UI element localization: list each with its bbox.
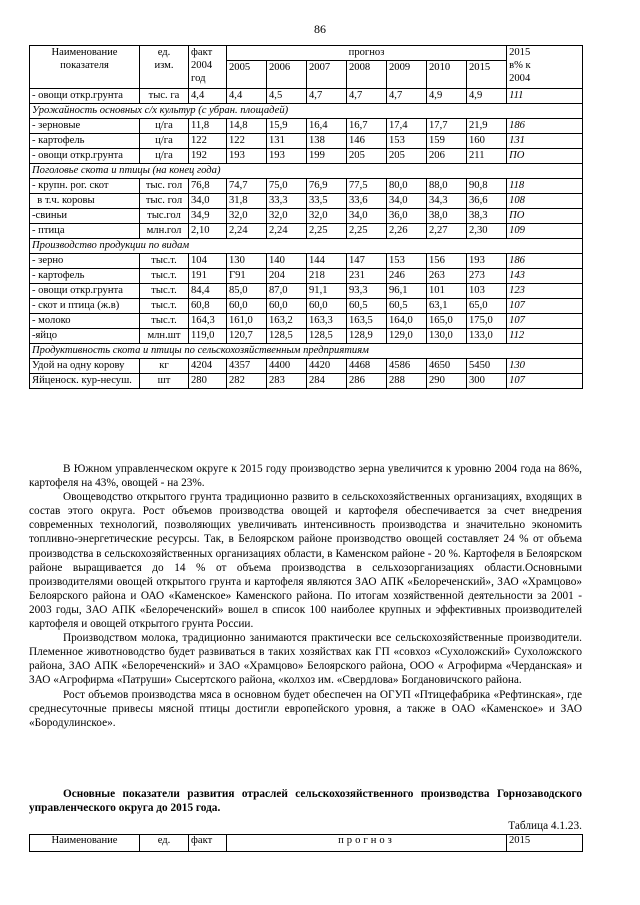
- table-row: [30, 254, 583, 269]
- row-value: 60,0: [307, 299, 347, 314]
- row-value: 283: [267, 374, 307, 389]
- row-value: 153: [387, 254, 427, 269]
- row-value: 288: [387, 374, 427, 389]
- row-value: 193: [227, 149, 267, 164]
- row-value: 103: [467, 284, 507, 299]
- section-title: Поголовье скота и птицы (на конец года): [30, 164, 583, 179]
- paragraph: Производством молока, традиционно занимаются практически все сельскохозяйственные производители. Племенное животноводство будет развиваться в таких хозяйствах как ГП «совхоз «Сухоложский» Сухоложского района, ЗАО АПК «Белореченский» и ЗАО «Храмцово» Белоярского района, ООО « Агрофирма «Черданская» и ЗАО «Агрофирма «Патруши» Сысертского района, «колхоз им. «Свердлова» Богдановичского района.: [29, 632, 582, 687]
- header-pct-line2: в% к: [509, 60, 531, 71]
- table-row: [30, 134, 583, 149]
- row-fact: 84,4: [189, 284, 227, 299]
- row-pct: 108: [507, 194, 583, 209]
- row-fact: 164,3: [189, 314, 227, 329]
- row-unit: тыс.т.: [140, 299, 189, 314]
- header-pct-line1: 2015: [509, 47, 531, 58]
- row-value: 205: [387, 149, 427, 164]
- row-unit: тыс.т.: [140, 314, 189, 329]
- row-fact: 192: [189, 149, 227, 164]
- header-fact-cell: [189, 46, 227, 89]
- row-unit: тыс. гол: [140, 179, 189, 194]
- row-value: 93,3: [347, 284, 387, 299]
- row-fact: 11,8: [189, 119, 227, 134]
- row-value: 129,0: [387, 329, 427, 344]
- row-value: 128,5: [267, 329, 307, 344]
- body-text: [29, 462, 582, 730]
- row-value: 147: [347, 254, 387, 269]
- row-value: 34,0: [387, 194, 427, 209]
- row-name: - птица: [30, 224, 140, 239]
- row-unit: ц/га: [140, 149, 189, 164]
- section-title: Производство продукции по видам: [30, 239, 583, 254]
- row-unit: тыс.т.: [140, 269, 189, 284]
- header-pct-cell: [507, 46, 583, 89]
- row-value: 88,0: [427, 179, 467, 194]
- row-value: 34,3: [427, 194, 467, 209]
- table-row: [30, 269, 583, 284]
- row-fact: 4204: [189, 359, 227, 374]
- row-value: 263: [427, 269, 467, 284]
- row-value: 60,0: [267, 299, 307, 314]
- table-number: Таблица 4.1.23.: [508, 820, 582, 832]
- row-value: 2,30: [467, 224, 507, 239]
- row-fact: 122: [189, 134, 227, 149]
- header-unit-cell: [140, 46, 189, 89]
- header-year: 2006: [267, 61, 307, 89]
- row-unit: тыс.т.: [140, 284, 189, 299]
- row-value: 2,24: [267, 224, 307, 239]
- row-name: - скот и птица (ж.в): [30, 299, 140, 314]
- row-name: -яйцо: [30, 329, 140, 344]
- row-value: 32,0: [307, 209, 347, 224]
- row-fact: 4,4: [189, 89, 227, 104]
- row-value: 21,9: [467, 119, 507, 134]
- row-name: - овощи откр.грунта: [30, 149, 140, 164]
- row-value: 144: [307, 254, 347, 269]
- table-row: [30, 224, 583, 239]
- row-pct: 112: [507, 329, 583, 344]
- row-value: 140: [267, 254, 307, 269]
- row-value: 199: [307, 149, 347, 164]
- row-name: - овощи откр.грунта: [30, 284, 140, 299]
- row-pct: 186: [507, 254, 583, 269]
- row-value: 205: [347, 149, 387, 164]
- row-unit: тыс.т.: [140, 254, 189, 269]
- row-value: 32,0: [267, 209, 307, 224]
- row-name: - овощи откр.грунта: [30, 89, 140, 104]
- row-value: 33,5: [307, 194, 347, 209]
- row-pct: 107: [507, 314, 583, 329]
- row-value: 75,0: [267, 179, 307, 194]
- row-value: 175,0: [467, 314, 507, 329]
- row-pct: 131: [507, 134, 583, 149]
- row-value: 2,25: [347, 224, 387, 239]
- row-pct: ПО: [507, 149, 583, 164]
- table-row: [30, 179, 583, 194]
- row-value: 60,5: [347, 299, 387, 314]
- row-value: 300: [467, 374, 507, 389]
- row-unit: тыс.гол: [140, 209, 189, 224]
- paragraph: Рост объемов производства мяса в основном будет обеспечен на ОГУП «Птицефабрика «Рефтинская», где среднесуточные привесы мясной птицы достигли европейского уровня, а также в ОАО «Каменское» и ЗАО «Бородулинское».: [29, 688, 582, 729]
- header-fact-line3: год: [191, 73, 206, 84]
- next-header-unit: ед.: [140, 835, 189, 852]
- row-unit: кг: [140, 359, 189, 374]
- row-value: 4,7: [387, 89, 427, 104]
- row-value: 163,3: [307, 314, 347, 329]
- section-row: [30, 164, 583, 179]
- header-unit-line1: ед.: [157, 47, 171, 58]
- row-fact: 280: [189, 374, 227, 389]
- row-value: 87,0: [267, 284, 307, 299]
- row-pct: 118: [507, 179, 583, 194]
- row-value: 120,7: [227, 329, 267, 344]
- row-name: Яйценоск. кур-несуш.: [30, 374, 140, 389]
- row-value: 138: [307, 134, 347, 149]
- row-name: - картофель: [30, 269, 140, 284]
- row-value: 36,0: [387, 209, 427, 224]
- row-value: 231: [347, 269, 387, 284]
- row-value: 60,0: [227, 299, 267, 314]
- row-value: 4,9: [467, 89, 507, 104]
- row-pct: 109: [507, 224, 583, 239]
- header-year: 2010: [427, 61, 467, 89]
- row-unit: млн.гол: [140, 224, 189, 239]
- row-value: 14,8: [227, 119, 267, 134]
- row-value: 4,5: [267, 89, 307, 104]
- row-value: 193: [267, 149, 307, 164]
- row-value: 17,7: [427, 119, 467, 134]
- row-pct: 123: [507, 284, 583, 299]
- row-fact: 34,0: [189, 194, 227, 209]
- header-name-line1: Наименование: [51, 47, 118, 58]
- table-row: [30, 119, 583, 134]
- table-row: [30, 194, 583, 209]
- page-number: 86: [314, 22, 326, 36]
- row-value: 153: [387, 134, 427, 149]
- row-unit: ц/га: [140, 119, 189, 134]
- row-value: 163,5: [347, 314, 387, 329]
- row-value: 60,5: [387, 299, 427, 314]
- paragraph: В Южном управленческом округе к 2015 году производство зерна увеличится к уровню 2004 года на 86%, картофеля на 43%, овощей - на 23%.: [29, 463, 582, 490]
- row-name: - молоко: [30, 314, 140, 329]
- row-value: 33,6: [347, 194, 387, 209]
- section-title: Продуктивность скота и птицы по сельскохозяйственным предприятиям: [30, 344, 583, 359]
- row-fact: 60,8: [189, 299, 227, 314]
- table-body: [30, 46, 583, 389]
- row-value: 206: [427, 149, 467, 164]
- row-value: 15,9: [267, 119, 307, 134]
- row-value: 128,5: [307, 329, 347, 344]
- header-unit-line2: изм.: [154, 60, 174, 71]
- table-row: [30, 299, 583, 314]
- row-value: 2,24: [227, 224, 267, 239]
- row-value: 16,7: [347, 119, 387, 134]
- row-value: Г91: [227, 269, 267, 284]
- row-value: 165,0: [427, 314, 467, 329]
- row-value: 17,4: [387, 119, 427, 134]
- header-year: 2009: [387, 61, 427, 89]
- row-unit: ц/га: [140, 134, 189, 149]
- row-value: 133,0: [467, 329, 507, 344]
- section-row: [30, 344, 583, 359]
- row-unit: шт: [140, 374, 189, 389]
- row-value: 273: [467, 269, 507, 284]
- row-value: 4420: [307, 359, 347, 374]
- section-row: [30, 104, 583, 119]
- row-value: 2,26: [387, 224, 427, 239]
- row-pct: 130: [507, 359, 583, 374]
- row-name: - зерно: [30, 254, 140, 269]
- row-value: 290: [427, 374, 467, 389]
- row-value: 2,25: [307, 224, 347, 239]
- row-unit: тыс. гол: [140, 194, 189, 209]
- next-header-last: 2015: [507, 835, 583, 852]
- table-row: [30, 89, 583, 104]
- next-table-header: [29, 834, 583, 852]
- forecast-table: [29, 45, 583, 389]
- row-fact: 76,8: [189, 179, 227, 194]
- section-title: Урожайность основных с/х культур (с убран. площадей): [30, 104, 583, 119]
- table-row: [30, 374, 583, 389]
- row-value: 164,0: [387, 314, 427, 329]
- row-value: 286: [347, 374, 387, 389]
- row-value: 4,9: [427, 89, 467, 104]
- row-value: 2,27: [427, 224, 467, 239]
- row-value: 156: [427, 254, 467, 269]
- row-value: 63,1: [427, 299, 467, 314]
- row-pct: 107: [507, 299, 583, 314]
- row-value: 90,8: [467, 179, 507, 194]
- row-value: 282: [227, 374, 267, 389]
- row-value: 193: [467, 254, 507, 269]
- row-value: 38,3: [467, 209, 507, 224]
- row-value: 122: [227, 134, 267, 149]
- row-value: 284: [307, 374, 347, 389]
- table-row: [30, 209, 583, 224]
- header-name-cell: [30, 46, 140, 89]
- table-header-row: [30, 46, 583, 61]
- header-fact-line1: факт: [191, 47, 213, 58]
- row-fact: 119,0: [189, 329, 227, 344]
- row-name: - картофель: [30, 134, 140, 149]
- row-name: Удой на одну корову: [30, 359, 140, 374]
- row-fact: 34,9: [189, 209, 227, 224]
- next-table-header-row: [30, 835, 583, 852]
- section-row: [30, 239, 583, 254]
- row-value: 65,0: [467, 299, 507, 314]
- row-pct: ПО: [507, 209, 583, 224]
- row-value: 36,6: [467, 194, 507, 209]
- paragraph: Овощеводство открытого грунта традиционно развито в сельскохозяйственных организациях, входящих в состав этого округа. Рост объемов производства овощей и картофеля обеспечивается за счет внедрения современных технологий, позволяющих увеличивать интенсивность производства и значительно экономить топливно-энергетические ресурсы. Так, в Белоярском районе производство овощей составляет 24 % от объема производства в сельскохозяйственных организациях области, в Каменском районе - 20 %. Картофеля в Белоярском районе выращивается до 14 % от объема производства в сельхозорганизациях области.Основными производителями овощей открытого грунта и картофеля являются ЗАО АПК «Белореченский», ЗАО «Храмцово» Белоярского района и ОАО «Каменское» Каменского района. По итогам хозяйственной деятельности за 2001 - 2003 годы, ЗАО АПК «Белореченский» вошел в список 100 наиболее крупных и эффективных производителей картофеля и овощей открытого грунта России.: [29, 491, 582, 631]
- row-value: 161,0: [227, 314, 267, 329]
- row-name: в т.ч. коровы: [30, 194, 140, 209]
- table-row: [30, 314, 583, 329]
- row-value: 85,0: [227, 284, 267, 299]
- table-row: [30, 284, 583, 299]
- next-header-name: Наименование: [30, 835, 140, 852]
- row-value: 246: [387, 269, 427, 284]
- row-fact: 191: [189, 269, 227, 284]
- table-row: [30, 329, 583, 344]
- row-name: -свиньи: [30, 209, 140, 224]
- row-value: 31,8: [227, 194, 267, 209]
- row-value: 91,1: [307, 284, 347, 299]
- row-value: 4,7: [307, 89, 347, 104]
- header-year: 2008: [347, 61, 387, 89]
- row-value: 80,0: [387, 179, 427, 194]
- table-row: [30, 149, 583, 164]
- row-name: - зерновые: [30, 119, 140, 134]
- row-value: 218: [307, 269, 347, 284]
- row-unit: млн.шт: [140, 329, 189, 344]
- row-value: 204: [267, 269, 307, 284]
- row-value: 4,4: [227, 89, 267, 104]
- header-forecast-cell: прогноз: [227, 46, 507, 61]
- row-value: 160: [467, 134, 507, 149]
- row-value: 76,9: [307, 179, 347, 194]
- row-value: 4400: [267, 359, 307, 374]
- header-fact-line2: 2004: [191, 60, 213, 71]
- next-header-forecast: прогноз: [227, 835, 507, 852]
- row-pct: 111: [507, 89, 583, 104]
- row-value: 130: [227, 254, 267, 269]
- row-value: 131: [267, 134, 307, 149]
- row-name: - крупн. рог. скот: [30, 179, 140, 194]
- row-fact: 2,10: [189, 224, 227, 239]
- section-heading: Основные показатели развития отраслей сельскохозяйственного производства Горнозаводского управленческого округа до 2015 года.: [29, 788, 582, 814]
- header-name-line2: показателя: [60, 60, 109, 71]
- row-value: 4,7: [347, 89, 387, 104]
- row-value: 34,0: [347, 209, 387, 224]
- row-value: 16,4: [307, 119, 347, 134]
- row-value: 38,0: [427, 209, 467, 224]
- row-value: 77,5: [347, 179, 387, 194]
- row-value: 211: [467, 149, 507, 164]
- row-unit: тыс. га: [140, 89, 189, 104]
- row-value: 130,0: [427, 329, 467, 344]
- row-value: 159: [427, 134, 467, 149]
- header-year: 2015: [467, 61, 507, 89]
- next-header-fact: факт: [189, 835, 227, 852]
- header-year: 2007: [307, 61, 347, 89]
- row-value: 163,2: [267, 314, 307, 329]
- row-value: 128,9: [347, 329, 387, 344]
- row-value: 146: [347, 134, 387, 149]
- row-value: 96,1: [387, 284, 427, 299]
- row-value: 74,7: [227, 179, 267, 194]
- row-value: 4468: [347, 359, 387, 374]
- header-pct-line3: 2004: [509, 73, 531, 84]
- row-value: 101: [427, 284, 467, 299]
- row-pct: 186: [507, 119, 583, 134]
- row-value: 4357: [227, 359, 267, 374]
- row-fact: 104: [189, 254, 227, 269]
- row-pct: 107: [507, 374, 583, 389]
- header-year: 2005: [227, 61, 267, 89]
- row-pct: 143: [507, 269, 583, 284]
- row-value: 33,3: [267, 194, 307, 209]
- row-value: 4650: [427, 359, 467, 374]
- row-value: 4586: [387, 359, 427, 374]
- row-value: 32,0: [227, 209, 267, 224]
- row-value: 5450: [467, 359, 507, 374]
- table-row: [30, 359, 583, 374]
